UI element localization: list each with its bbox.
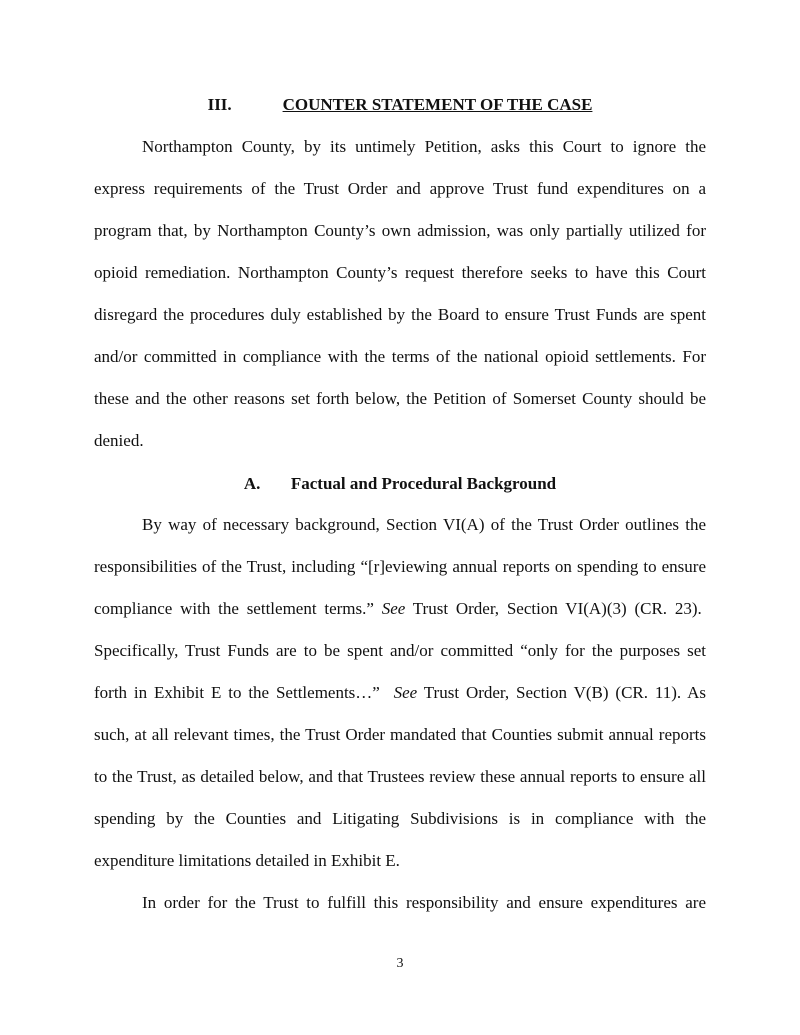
paragraph-background-part-b: Trust Order, Section VI(A)(3) (CR. 23). Specifically, Trust Funds are to be spent and/or committed “only for the purposes set forth in Exhibit E to the Settlements…”	[94, 599, 706, 702]
section-heading	[94, 92, 706, 118]
citation-signal-see: See	[393, 683, 418, 702]
subsection-heading	[94, 471, 706, 497]
section-title: COUNTER STATEMENT OF THE CASE	[282, 95, 593, 114]
section-number: III.	[207, 95, 232, 114]
document-body	[94, 92, 706, 924]
paragraph-continued: In order for the Trust to fulfill this responsibility and ensure expenditures are	[142, 893, 706, 912]
page-number: 3	[396, 956, 404, 971]
subsection-letter: A.	[243, 474, 261, 493]
paragraph-background-part-c: Trust Order, Section V(B) (CR. 11). As such, at all relevant times, the Trust Order mandated that Counties submit annual reports to the Trust, as detailed below, and that Trustees review these annual reports to ensure all spending by the Counties and Litigating Subdivisions is in compliance with the expenditure limitations detailed in Exhibit E.	[94, 683, 706, 870]
paragraph-background	[94, 504, 706, 882]
paragraph-background-part-a: By way of necessary background, Section VI(A) of the Trust Order outlines the responsibilities of the Trust, including “[r]eviewing annual reports on spending to ensure compliance with the settlement terms.”	[94, 515, 706, 618]
citation-signal-see: See	[381, 599, 406, 618]
paragraph-counter-statement: Northampton County, by its untimely Petition, asks this Court to ignore the express requirements of the Trust Order and approve Trust fund expenditures on a program that, by Northampton County’s own admission, was only partially utilized for opioid remediation. Northampton County’s request therefore seeks to have this Court disregard the procedures duly established by the Board to ensure Trust Funds are spent and/or committed in compliance with the terms of the national opioid settlements. For these and the other reasons set forth below, the Petition of Somerset County should be denied.	[94, 137, 706, 450]
subsection-title: Factual and Procedural Background	[290, 474, 557, 493]
